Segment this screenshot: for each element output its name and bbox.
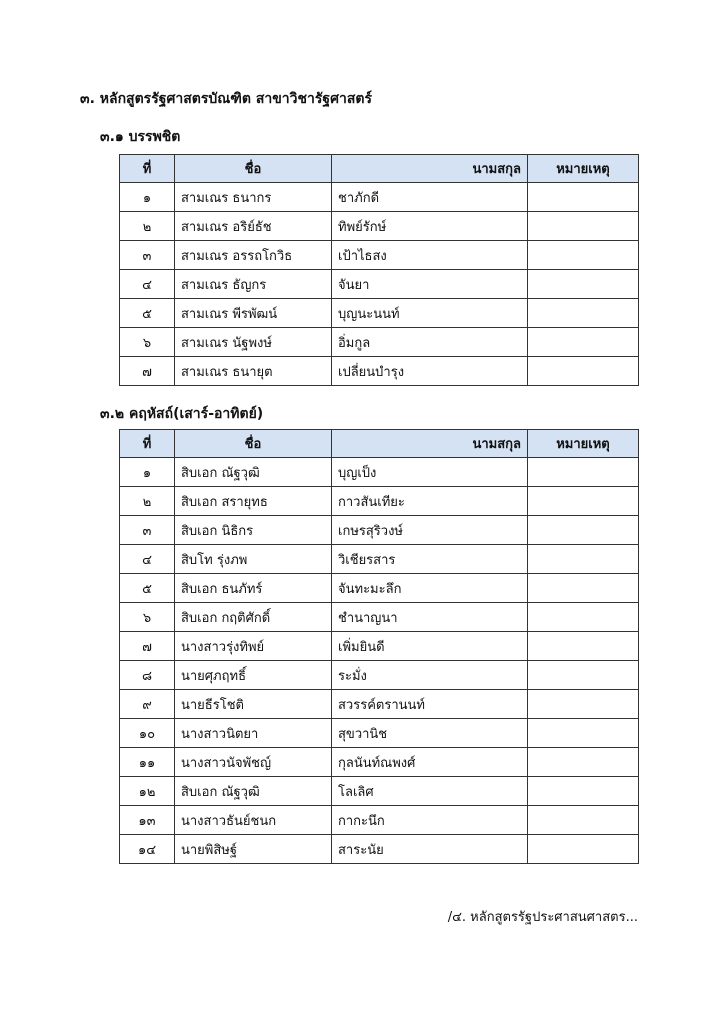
cell-no: ๑๓ xyxy=(120,806,175,835)
cell-note xyxy=(528,212,639,241)
cell-surname: บุญเป็ง xyxy=(332,458,528,487)
cell-surname: สาระนัย xyxy=(332,835,528,864)
cell-note xyxy=(528,661,639,690)
cell-surname: เกษรสุริวงษ์ xyxy=(332,516,528,545)
table-row xyxy=(120,545,639,574)
cell-surname: จันทะมะลึก xyxy=(332,574,528,603)
cell-surname: โลเลิศ xyxy=(332,777,528,806)
group1-title: ๓.๑ บรรพชิต xyxy=(100,129,181,145)
cell-no: ๑ xyxy=(120,458,175,487)
cell-no: ๙ xyxy=(120,690,175,719)
cell-no: ๑๔ xyxy=(120,835,175,864)
group1-table-body xyxy=(120,183,639,386)
cell-name: นางสาวรุ่งทิพย์ xyxy=(175,632,332,661)
table-row xyxy=(120,748,639,777)
cell-surname: ชาภักดี xyxy=(332,183,528,212)
cell-note xyxy=(528,603,639,632)
table-row xyxy=(120,241,639,270)
cell-surname: กากะนึก xyxy=(332,806,528,835)
cell-surname: วิเชียรสาร xyxy=(332,545,528,574)
cell-name: นายธีรโชติ xyxy=(175,690,332,719)
table-row xyxy=(120,603,639,632)
table-row xyxy=(120,183,639,212)
cell-no: ๔ xyxy=(120,270,175,299)
cell-name: นางสาวนัจพัชญ์ xyxy=(175,748,332,777)
cell-name: นางสาวนิตยา xyxy=(175,719,332,748)
cell-note xyxy=(528,183,639,212)
cell-surname: ระมั่ง xyxy=(332,661,528,690)
section-title: ๓. หลักสูตรรัฐศาสตรบัณฑิต สาขาวิชารัฐศาสตร์ xyxy=(80,91,373,107)
cell-surname: สุขวานิช xyxy=(332,719,528,748)
cell-note xyxy=(528,777,639,806)
cell-note xyxy=(528,545,639,574)
cell-no: ๕ xyxy=(120,299,175,328)
column-header-surname: นามสกุล xyxy=(332,155,528,183)
table-row xyxy=(120,299,639,328)
cell-note xyxy=(528,719,639,748)
column-header-no: ที่ xyxy=(120,430,175,458)
cell-no: ๒ xyxy=(120,487,175,516)
cell-no: ๑ xyxy=(120,183,175,212)
table-row xyxy=(120,458,639,487)
cell-note xyxy=(528,241,639,270)
cell-surname: อิ่มกูล xyxy=(332,328,528,357)
cell-no: ๘ xyxy=(120,661,175,690)
cell-surname: กุลนันท์ณพงศ์ xyxy=(332,748,528,777)
cell-name: สามเณร ธัญกร xyxy=(175,270,332,299)
cell-surname: เพิ่มยินดี xyxy=(332,632,528,661)
cell-no: ๓ xyxy=(120,516,175,545)
column-header-note: หมายเหตุ xyxy=(528,155,639,183)
column-header-no: ที่ xyxy=(120,155,175,183)
cell-name: นายศุภฤทธิ์ xyxy=(175,661,332,690)
cell-note xyxy=(528,270,639,299)
cell-no: ๕ xyxy=(120,574,175,603)
cell-name: สามเณร นัฐพงษ์ xyxy=(175,328,332,357)
cell-name: สามเณร ธนากร xyxy=(175,183,332,212)
cell-no: ๖ xyxy=(120,328,175,357)
cell-surname: บุญนะนนท์ xyxy=(332,299,528,328)
table-row xyxy=(120,270,639,299)
table-row xyxy=(120,661,639,690)
table-row xyxy=(120,487,639,516)
cell-name: สามเณร พีรพัฒน์ xyxy=(175,299,332,328)
cell-no: ๔ xyxy=(120,545,175,574)
table-row xyxy=(120,777,639,806)
cell-name: สามเณร อริย์ธัช xyxy=(175,212,332,241)
cell-note xyxy=(528,835,639,864)
cell-note xyxy=(528,516,639,545)
cell-surname: ชำนาญนา xyxy=(332,603,528,632)
cell-no: ๗ xyxy=(120,357,175,386)
table-row xyxy=(120,835,639,864)
column-header-surname: นามสกุล xyxy=(332,430,528,458)
group2-table-body xyxy=(120,458,639,864)
table-row xyxy=(120,632,639,661)
column-header-note: หมายเหตุ xyxy=(528,430,639,458)
cell-no: ๑๑ xyxy=(120,748,175,777)
table-row xyxy=(120,357,639,386)
cell-name: สามเณร อรรถโกวิธ xyxy=(175,241,332,270)
column-header-name: ชื่อ xyxy=(175,430,332,458)
cell-name: สิบโท รุ่งภพ xyxy=(175,545,332,574)
cell-name: สิบเอก สรายุทธ xyxy=(175,487,332,516)
group2-title: ๓.๒ คฤหัสถ์(เสาร์-อาทิตย์) xyxy=(100,406,264,422)
column-header-name: ชื่อ xyxy=(175,155,332,183)
cell-note xyxy=(528,574,639,603)
table-header-row xyxy=(120,155,639,183)
table-row xyxy=(120,574,639,603)
cell-name: นางสาวธันย์ชนก xyxy=(175,806,332,835)
cell-note xyxy=(528,458,639,487)
cell-surname: ทิพย์รักษ์ xyxy=(332,212,528,241)
cell-note xyxy=(528,487,639,516)
cell-name: สามเณร ธนายุต xyxy=(175,357,332,386)
cell-no: ๑๒ xyxy=(120,777,175,806)
table-header-row xyxy=(120,430,639,458)
cell-note xyxy=(528,690,639,719)
cell-note xyxy=(528,806,639,835)
cell-no: ๒ xyxy=(120,212,175,241)
table-row xyxy=(120,516,639,545)
group1-table xyxy=(119,154,639,386)
table-row xyxy=(120,212,639,241)
cell-note xyxy=(528,357,639,386)
cell-note xyxy=(528,299,639,328)
cell-no: ๖ xyxy=(120,603,175,632)
next-page-footer: /๔. หลักสูตรรัฐประศาสนศาสตร... xyxy=(447,910,638,925)
cell-note xyxy=(528,328,639,357)
cell-note xyxy=(528,748,639,777)
table-row xyxy=(120,719,639,748)
cell-name: สิบเอก นิธิกร xyxy=(175,516,332,545)
table-row xyxy=(120,328,639,357)
table-row xyxy=(120,806,639,835)
cell-name: สิบเอก ณัฐวุฒิ xyxy=(175,777,332,806)
cell-surname: เป้าไธสง xyxy=(332,241,528,270)
cell-name: สิบเอก กฤติศักดิ์ xyxy=(175,603,332,632)
cell-no: ๓ xyxy=(120,241,175,270)
cell-surname: เปลี่ยนบำรุง xyxy=(332,357,528,386)
cell-name: นายพิสิษฐ์ xyxy=(175,835,332,864)
table-row xyxy=(120,690,639,719)
group2-table xyxy=(119,429,639,864)
cell-surname: กาวสันเทียะ xyxy=(332,487,528,516)
cell-surname: สวรรค์ตรานนท์ xyxy=(332,690,528,719)
cell-name: สิบเอก ณัฐวุฒิ xyxy=(175,458,332,487)
cell-note xyxy=(528,632,639,661)
cell-no: ๑๐ xyxy=(120,719,175,748)
cell-surname: จันยา xyxy=(332,270,528,299)
cell-no: ๗ xyxy=(120,632,175,661)
cell-name: สิบเอก ธนภัทร์ xyxy=(175,574,332,603)
